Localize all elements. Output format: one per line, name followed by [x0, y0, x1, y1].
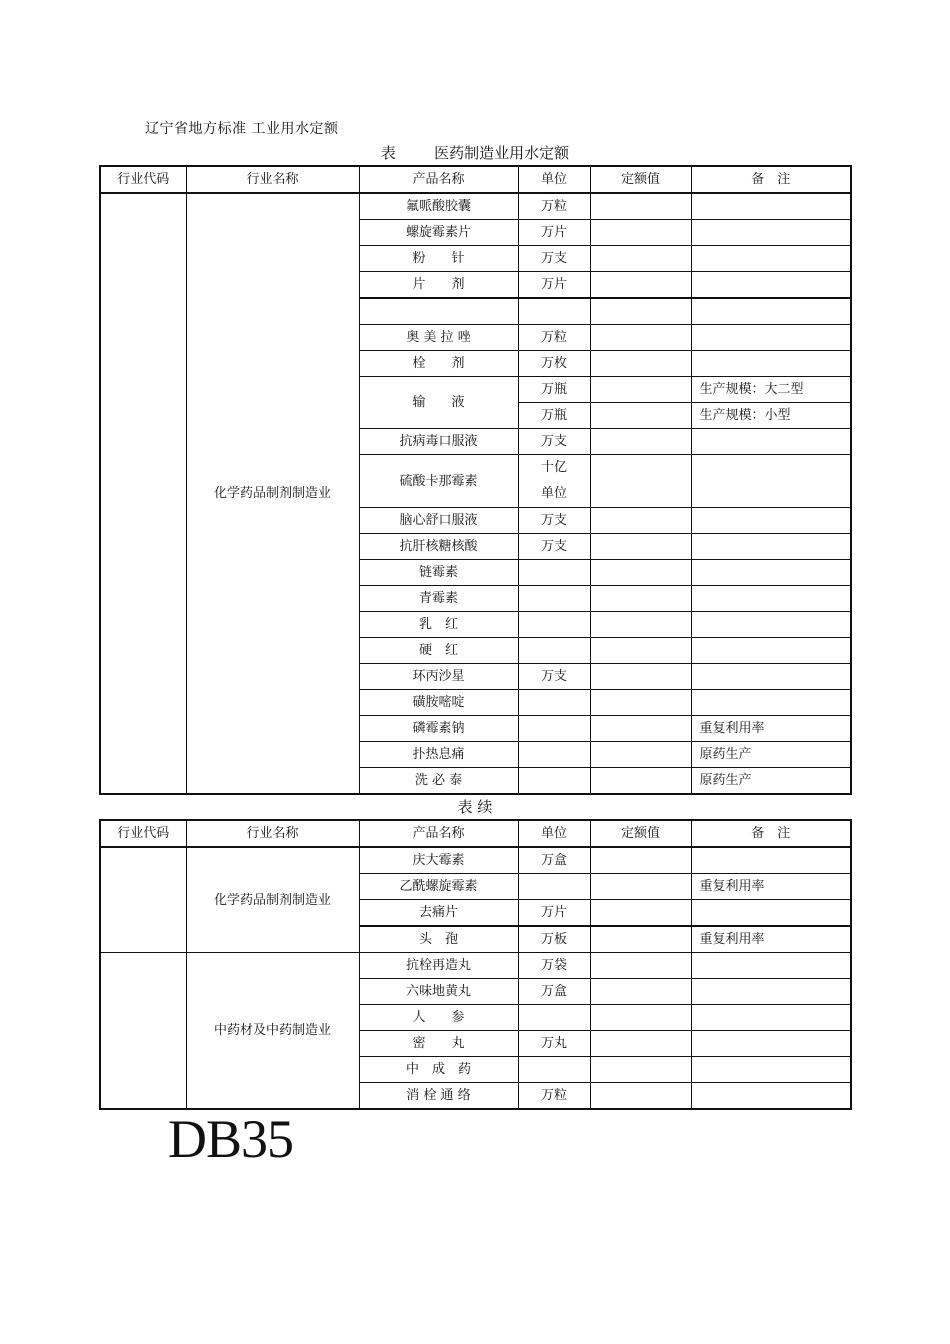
note-cell	[691, 193, 851, 220]
note-cell	[691, 900, 851, 927]
unit-cell	[518, 638, 590, 664]
note-cell	[691, 979, 851, 1005]
unit-cell: 万支	[518, 664, 590, 690]
note-cell: 原药生产	[691, 768, 851, 795]
table-row	[100, 847, 851, 874]
column-header: 行业名称	[186, 820, 359, 847]
table-row	[100, 953, 851, 979]
unit-cell: 万支	[518, 508, 590, 534]
note-cell	[691, 690, 851, 716]
unit-cell: 万瓶	[518, 377, 590, 403]
note-cell	[691, 429, 851, 455]
note-cell: 重复利用率	[691, 874, 851, 900]
water-quota-table	[99, 165, 852, 795]
note-cell: 重复利用率	[691, 926, 851, 953]
quota-value-cell	[590, 508, 691, 534]
unit-cell: 万支	[518, 429, 590, 455]
unit-cell	[518, 716, 590, 742]
quota-value-cell	[590, 768, 691, 795]
unit-cell: 万支	[518, 246, 590, 272]
unit-cell: 万片	[518, 272, 590, 299]
product-name-cell: 奥 美 拉 唑	[359, 325, 518, 351]
note-cell	[691, 1031, 851, 1057]
note-cell	[691, 220, 851, 246]
product-name-cell: 磷霉素钠	[359, 716, 518, 742]
unit-cell	[518, 690, 590, 716]
quota-value-cell	[590, 246, 691, 272]
quota-value-cell	[590, 560, 691, 586]
product-name-cell: 片 剂	[359, 272, 518, 299]
quota-value-cell	[590, 351, 691, 377]
product-name-cell: 人 参	[359, 1005, 518, 1031]
product-name-cell: 乳 红	[359, 612, 518, 638]
product-name-cell	[359, 298, 518, 325]
column-header: 行业名称	[186, 166, 359, 193]
note-cell: 原药生产	[691, 742, 851, 768]
quota-value-cell	[590, 272, 691, 299]
product-name-cell: 抗肝核糖核酸	[359, 534, 518, 560]
unit-cell: 万片	[518, 900, 590, 927]
column-header: 产品名称	[359, 820, 518, 847]
quota-value-cell	[590, 742, 691, 768]
quota-value-cell	[590, 298, 691, 325]
column-header: 单位	[518, 166, 590, 193]
document-header: 辽宁省地方标准 工业用水定额	[145, 121, 339, 137]
table-header-row	[100, 820, 851, 847]
quota-value-cell	[590, 220, 691, 246]
caption-prefix: 表	[380, 144, 396, 162]
quota-value-cell	[590, 847, 691, 874]
table-caption	[0, 142, 950, 163]
column-header: 行业代码	[100, 166, 186, 193]
product-name-cell: 环丙沙星	[359, 664, 518, 690]
unit-cell: 万支	[518, 534, 590, 560]
unit-cell: 万片	[518, 220, 590, 246]
quota-value-cell	[590, 429, 691, 455]
note-cell	[691, 953, 851, 979]
note-cell	[691, 664, 851, 690]
product-name-cell: 消 栓 通 络	[359, 1083, 518, 1110]
note-cell	[691, 1057, 851, 1083]
note-cell: 生产规模：大二型	[691, 377, 851, 403]
note-cell	[691, 534, 851, 560]
note-cell	[691, 272, 851, 299]
unit-cell: 万板	[518, 926, 590, 953]
note-cell	[691, 246, 851, 272]
quota-value-cell	[590, 455, 691, 508]
quota-value-cell	[590, 403, 691, 429]
unit-cell: 万粒	[518, 1083, 590, 1110]
note-cell	[691, 847, 851, 874]
quota-value-cell	[590, 638, 691, 664]
industry-name-cell: 中药材及中药制造业	[186, 953, 359, 1110]
industry-code-cell	[100, 847, 186, 953]
quota-value-cell	[590, 926, 691, 953]
quota-value-cell	[590, 979, 691, 1005]
product-name-cell: 六味地黄丸	[359, 979, 518, 1005]
note-cell	[691, 612, 851, 638]
product-name-cell: 链霉素	[359, 560, 518, 586]
note-cell	[691, 325, 851, 351]
product-name-cell: 输 液	[359, 377, 518, 429]
product-name-cell: 粉 针	[359, 246, 518, 272]
unit-cell	[518, 768, 590, 795]
product-name-cell: 洗 必 泰	[359, 768, 518, 795]
product-name-cell: 中 成 药	[359, 1057, 518, 1083]
column-header: 备 注	[691, 820, 851, 847]
unit-cell: 万粒	[518, 325, 590, 351]
quota-value-cell	[590, 690, 691, 716]
unit-cell	[518, 298, 590, 325]
product-name-cell: 乙酰螺旋霉素	[359, 874, 518, 900]
product-name-cell: 扑热息痛	[359, 742, 518, 768]
table-header-row	[100, 166, 851, 193]
product-name-cell: 头 孢	[359, 926, 518, 953]
unit-cell: 万瓶	[518, 403, 590, 429]
unit-cell: 万袋	[518, 953, 590, 979]
product-name-cell: 硬 红	[359, 638, 518, 664]
note-cell	[691, 351, 851, 377]
quota-value-cell	[590, 664, 691, 690]
quota-value-cell	[590, 716, 691, 742]
product-name-cell: 脑心舒口服液	[359, 508, 518, 534]
note-cell	[691, 455, 851, 508]
note-cell: 重复利用率	[691, 716, 851, 742]
unit-cell	[518, 742, 590, 768]
note-cell: 生产规模：小型	[691, 403, 851, 429]
quota-value-cell	[590, 1083, 691, 1110]
note-cell	[691, 1083, 851, 1110]
product-name-cell: 磺胺嘧啶	[359, 690, 518, 716]
water-quota-table-continued	[99, 819, 852, 1110]
quota-value-cell	[590, 612, 691, 638]
note-cell	[691, 298, 851, 325]
quota-value-cell	[590, 874, 691, 900]
quota-value-cell	[590, 953, 691, 979]
product-name-cell: 庆大霉素	[359, 847, 518, 874]
unit-cell	[518, 1057, 590, 1083]
quota-value-cell	[590, 377, 691, 403]
note-cell	[691, 508, 851, 534]
product-name-cell: 密 丸	[359, 1031, 518, 1057]
column-header: 产品名称	[359, 166, 518, 193]
product-name-cell: 去痛片	[359, 900, 518, 927]
quota-value-cell	[590, 900, 691, 927]
column-header: 备 注	[691, 166, 851, 193]
note-cell	[691, 586, 851, 612]
column-header: 定额值	[590, 820, 691, 847]
product-name-cell: 栓 剂	[359, 351, 518, 377]
product-name-cell: 硫酸卡那霉素	[359, 455, 518, 508]
note-cell	[691, 638, 851, 664]
product-name-cell: 青霉素	[359, 586, 518, 612]
product-name-cell: 抗病毒口服液	[359, 429, 518, 455]
unit-cell: 万枚	[518, 351, 590, 377]
unit-cell: 万盒	[518, 979, 590, 1005]
industry-name-cell: 化学药品制剂制造业	[186, 847, 359, 953]
unit-cell	[518, 612, 590, 638]
quota-value-cell	[590, 1031, 691, 1057]
continued-caption: 表 续	[457, 798, 493, 816]
standard-logo: DB35	[168, 1109, 294, 1169]
column-header: 单位	[518, 820, 590, 847]
quota-value-cell	[590, 325, 691, 351]
note-cell	[691, 1005, 851, 1031]
quota-value-cell	[590, 193, 691, 220]
column-header: 行业代码	[100, 820, 186, 847]
table-row	[100, 193, 851, 220]
unit-cell: 万盒	[518, 847, 590, 874]
quota-value-cell	[590, 1057, 691, 1083]
note-cell	[691, 560, 851, 586]
quota-value-cell	[590, 586, 691, 612]
product-name-cell: 螺旋霉素片	[359, 220, 518, 246]
unit-cell: 万丸	[518, 1031, 590, 1057]
industry-code-cell	[100, 953, 186, 1110]
unit-cell	[518, 560, 590, 586]
unit-cell: 十亿 单位	[518, 455, 590, 508]
unit-cell	[518, 874, 590, 900]
quota-value-cell	[590, 534, 691, 560]
unit-cell	[518, 586, 590, 612]
product-name-cell: 抗栓再造丸	[359, 953, 518, 979]
industry-code-cell	[100, 193, 186, 794]
caption-title: 医药制造业用水定额	[434, 144, 570, 162]
industry-name-cell: 化学药品制剂制造业	[186, 193, 359, 794]
unit-cell	[518, 1005, 590, 1031]
column-header: 定额值	[590, 166, 691, 193]
unit-cell: 万粒	[518, 193, 590, 220]
quota-value-cell	[590, 1005, 691, 1031]
product-name-cell: 氟哌酸胶囊	[359, 193, 518, 220]
